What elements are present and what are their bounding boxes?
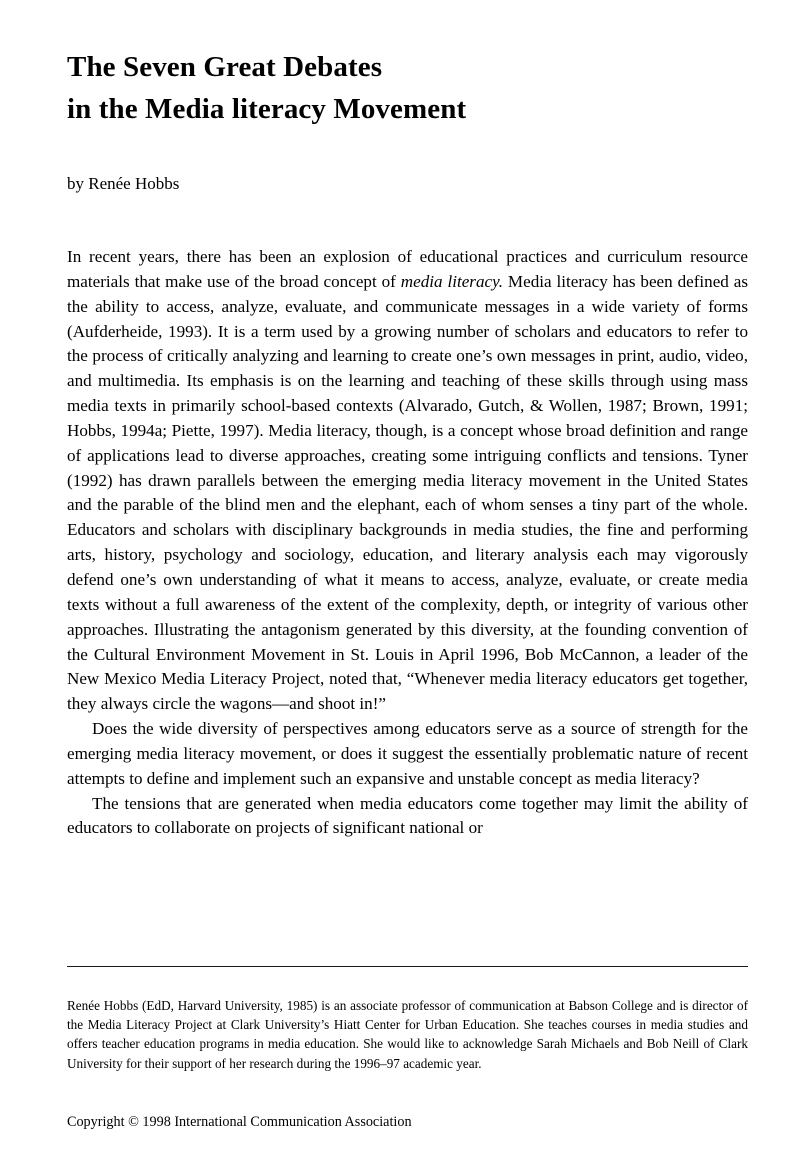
footnote-divider [67,966,748,967]
page-title-line-2: in the Media literacy Movement [67,93,467,125]
body-text: In recent years, there has been an explosion of educational practices and curriculum resource materials that make use of the broad concept of [67,247,748,291]
copyright-notice: Copyright © 1998 International Communication Association [67,1114,412,1130]
page-title [67,0,748,130]
body-text: The tensions that are generated when media educators come together may limit the ability of educators to collaborate on projects of significant national or [67,793,748,838]
article-body [67,195,748,841]
body-paragraph-3 [67,792,748,842]
body-paragraph-2 [67,717,748,792]
author-byline: by Renée Hobbs [67,174,180,193]
page-title-line-1: The Seven Great Debates [67,51,383,83]
emphasized-text: media literacy. [400,271,504,291]
author-biography-footnote: Renée Hobbs (EdD, Harvard University, 1985) is an associate professor of communication at Babson College and is director of the Media Literacy Project at Clark University’s Hiatt Center for Urban Education. She teaches courses in media studies and offers teacher education programs in media education. She would like to acknowledge Sarah Michaels and Bob Neill of Clark University for their support of her research during the 1996–97 academic year. [67,998,748,1071]
page-content [67,0,748,841]
body-text: Media literacy has been defined as the ability to access, analyze, evaluate, and communicate messages in a wide variety of forms (Aufderheide, 1993). It is a term used by a growing number of scholars and educators to refer to the process of critically analyzing and learning to create one’s own messages in print, audio, video, and multimedia. Its emphasis is on the learning and teaching of these skills through using mass media texts in primarily school-based contexts (Alvarado, Gutch, & Wollen, 1987; Brown, 1991; Hobbs, 1994a; Piette, 1997). Media literacy, though, is a concept whose broad definition and range of applications lead to diverse approaches, creating some intriguing conflicts and tensions. Tyner (1992) has drawn parallels between the emerging media literacy movement in the United States and the parable of the blind men and the elephant, each of whom senses a tiny part of the whole. Educators and scholars with disciplinary backgrounds in media studies, the fine and performing arts, history, psychology and sociology, education, and literary analysis each may vigorously defend one’s own understanding of what it means to access, analyze, evaluate, or create media texts without a full awareness of the extent of the complexity, depth, or integrity of various other approaches. Illustrating the antagonism generated by this diversity, at the founding convention of the Cultural Environment Movement in St. Louis in April 1996, Bob McCannon, a leader of the New Mexico Media Literacy Project, noted that, “Whenever media literacy educators get together, they always circle the wagons—and shoot in!” [67,271,748,714]
body-paragraph-1 [67,245,748,717]
body-text: Does the wide diversity of perspectives among educators serve as a source of strength for the emerging media literacy movement, or does it suggest the essentially problematic nature of recent attempts to define and implement such an expansive and unstable concept as media literacy? [67,719,748,788]
